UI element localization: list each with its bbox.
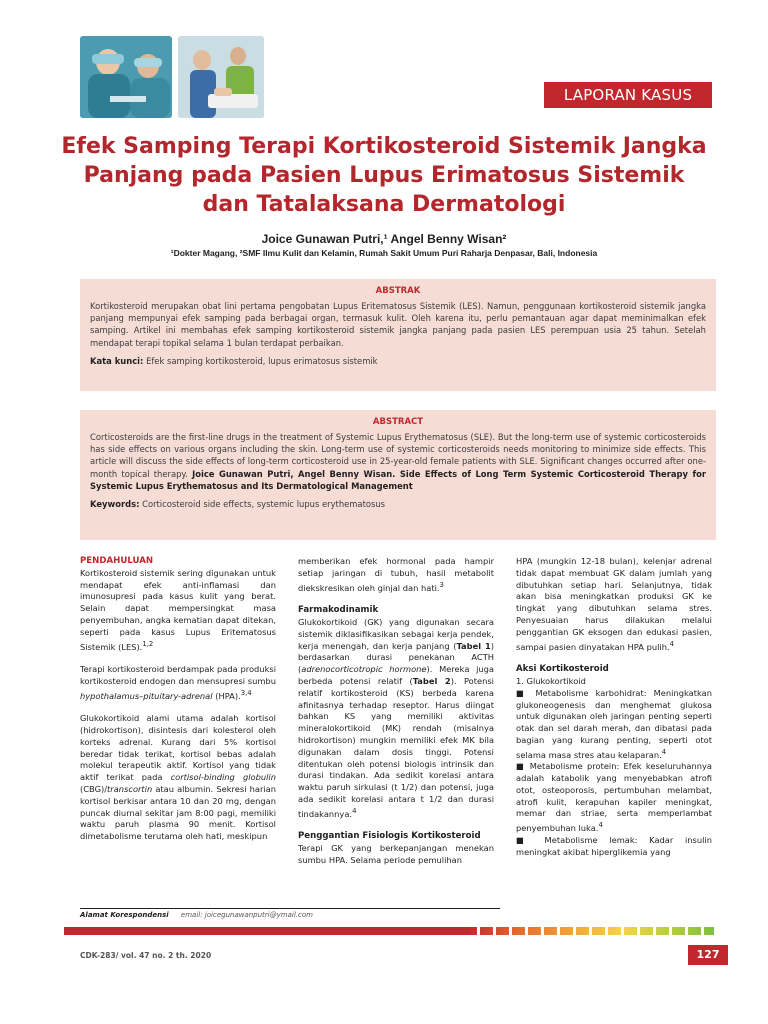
page-number: 127 [688,945,728,965]
paragraph-text: Glukokortikoid alami utama adalah kortisol (hidrokortison), disintesis dari kolesterol oleh korteks adrenal. Kurang dari 5% kortisol beredar tidak terikat, kortisol bebas adalah molekul terapeutik aktif. Kortisol yang tidak aktif terikat pada [80,713,276,783]
abstract-citation: Joice Gunawan Putri, Angel Benny Wisan. Side Effects of Long Term Systemic Corticosteroid Therapy for Systemic Lupus Erythematosus and Its Dermatological Management [90,468,706,491]
citation-ref: 4 [669,639,675,648]
abstract-keywords-text: Corticosteroid side effects, systemic lupus erythematosus [142,499,386,510]
list-item: 1. Glukokortikoid [516,675,586,686]
section-heading-penggantian: Penggantian Fisiologis Kortikosteroid [298,831,481,842]
section-heading-pendahuluan: PENDAHULUAN [80,556,154,566]
abstrak-keywords [90,355,706,367]
paragraph [80,664,276,702]
citation-ref: 3,4 [240,688,252,697]
abstrak-box [80,279,716,391]
abstract-body-text: Corticosteroids are the first-line drugs in the treatment of Systemic Lupus Erythematosus (SLE). But the long-term use of systemic corticosteroids has side effects on various organs including the skin. Long-term use of systemic corticosteroids needs monitoring to minimize side effects. This article will discuss the side effects of long-term corticosteroid use in 25-year-old female patients with SLE. Significant changes occurred after one-month topical therapy. [90,432,706,479]
paragraph-text: HPA (mungkin 12-18 bulan), kelenjar adrenal tidak dapat membuat GK dalam jumlah yang dibutuhkan setiap hari. Selanjutnya, tidak akan bisa meningkatkan produksi GK ke tingkat yang dibutuhkan selama stres. Penyesuaian harus dilakukan melalui penggantian GK eksogen dan edukasi pasien, sampai pasien dinyatakan HPA pulih. [516,556,712,652]
correspondence-email[interactable]: email: joicegunawanputri@ymail.com [180,911,313,919]
citation-ref: 4 [661,747,667,756]
correspondence [80,911,313,919]
paragraph-text: atau albumin. Sekresi harian kortisol berkisar antara 10 dan 20 mg, dengan puncak diurnal sekitar jam 8:00 pagi, memiliki waktu paruh plasma 90 menit. Kortisol dimetabolisme terutama oleh hati, meskipun [80,784,276,842]
bullet-item [516,761,712,835]
paragraph: Terapi GK yang berkepanjangan menekan sumbu HPA. Selama periode pemulihan [298,843,494,865]
section-heading-aksi: Aksi Kortikosteroid [516,664,609,675]
bullet-item: ■ Metabolisme lemak: Kadar insulin meningkat akibat hiperglikemia yang [516,834,712,857]
body-column-3 [516,556,712,858]
citation-ref: 1,2 [142,639,154,648]
paragraph-text: (CBG)/ [80,784,108,795]
journal-issue: CDK-283/ vol. 47 no. 2 th. 2020 [80,951,212,960]
article-title: Efek Samping Terapi Kortikosteroid Sistemik Jangka Panjang pada Pasien Lupus Erimatosus Sistemik dan Tatalaksana Dermatologi [61,134,707,217]
author-list: Joice Gunawan Putri,¹ Angel Benny Wisan² [261,232,507,246]
paragraph [298,617,494,820]
header-photo-paramedics [178,36,264,118]
header-photo-surgeons [80,36,172,118]
paragraph-text: Glukokortikoid (GK) yang digunakan secara sistemik diklasifikasikan sebagai kerja pendek, kerja menengah, dan kerja panjang ( [298,616,494,651]
body-column-2 [298,556,494,867]
paragraph [80,568,276,653]
correspondence-divider [80,908,500,909]
abstract-keywords [90,498,706,510]
paragraph [298,556,494,594]
bullet-item [516,688,712,762]
body-column-1 [80,556,276,843]
italic-term: adrenocorticotropic hormone [301,664,427,675]
paragraph-text: ). Potensi relatif kortikosteroid (KS) berbeda karena afinitasnya terhadap reseptor. Harus diingat bahkan KS yang memiliki aktivitas mineralokortikoid (MK) rendah (misalnya hidrokortison) mungkin memiliki efek MK bila digunakan dalam dosis tinggi. Potensi ditentukan oleh potensi biologis intrinsik dan durasi tindakan. Ada sedikit korelasi antara waktu paruh sirkulasi (t 1/2) dan potensi, juga ada sedikit korelasi antara t 1/2 dan durasi tindakannya. [298,675,494,819]
paragraph-text: Terapi kortikosteroid berdampak pada produksi kortikosteroid endogen dan mensupresi sumbu [80,664,276,686]
abstract-keywords-label: Keywords: [90,499,140,510]
citation-ref: 4 [598,821,603,830]
abstract-heading: ABSTRACT [372,417,424,427]
table-ref[interactable]: Tabel 1 [456,640,491,651]
abstrak-keywords-label: Kata kunci: [90,355,144,366]
paragraph-text: Kortikosteroid sistemik sering digunakan untuk mendapat efek anti-inflamasi dan imunosupresi pada kasus kulit yang berat. Selain dapat mempersingkat masa penyembuhan, angka kematian dapat ditekan, seperti pada kasus Lupus Eritematosus Sistemik (LES). [80,567,276,652]
section-heading-farmakodinamik: Farmakodinamik [298,605,379,616]
bullet-text: ■ Metabolisme karbohidrat: Meningkatkan glukoneogenesis dan menghemat glukosa untuk digunakan oleh jaringan penting seperti otak dan sel darah merah, dan dibatasi pada bagian yang kurang penting, seperti otot selama masa stres atau kelaparan. [516,687,712,760]
abstract-box [80,410,716,540]
bullet-text: ■ Metabolisme protein: Efek keseluruhannya adalah katabolik yang menyebabkan atrofi otot, osteoporosis, pertumbuhan melambat, atrofi kulit, kerapuhan kapiler meningkat, memar dan striae, serta memperlambat penyembuhan luka. [516,761,712,834]
abstrak-heading: ABSTRAK [375,286,421,296]
paragraph [516,556,712,653]
citation-ref: 3 [439,580,444,589]
table-ref[interactable]: Tabel 2 [412,675,451,686]
citation-ref: 4 [352,806,357,815]
author-affiliation: ¹Dokter Magang, ²SMF Ilmu Kulit dan Kelamin, Rumah Sakit Umum Puri Raharja Denpasar, Bali, Indonesia [170,248,598,258]
italic-term: hypothalamus–pituitary-adrenal [80,690,213,701]
italic-term: transcortin [107,784,153,795]
italic-term: cortisol-binding globulin [170,772,276,783]
correspondence-label: Alamat Korespondensi [80,911,169,919]
paragraph-text: ). Mereka juga berbeda potensi relatif ( [298,664,494,686]
abstract-body [90,431,706,492]
abstrak-body: Kortikosteroid merupakan obat lini pertama pengobatan Lupus Eritematosus Sistemik (LES). Namun, penggunaan kortikosteroid sistemik jangka panjang mempunyai efek samping pada berbagai organ, termasuk kulit. Oleh karena itu, perlu pemantauan agar dapat meminimalkan efek samping. Artikel ini membahas efek samping kortikosteroid sistemik jangka panjang pada pasien LES perempuan usia 25 tahun. Setelah mendapat terapi topikal selama 1 bulan terdapat perbaikan. [90,301,706,348]
paragraph-text: (HPA). [212,690,241,701]
paragraph [80,713,276,843]
section-label: LAPORAN KASUS [544,82,712,108]
paragraph-text: ) berdasarkan durasi penekanan ACTH ( [298,640,494,675]
paragraph-text: memberikan efek hormonal pada hampir setiap jaringan di tubuh, hasil metabolit diekskresikan oleh ginjal dan hati. [298,556,494,593]
abstrak-keywords-text: Efek samping kortikosteroid, lupus erimatosus sistemik [146,355,378,366]
